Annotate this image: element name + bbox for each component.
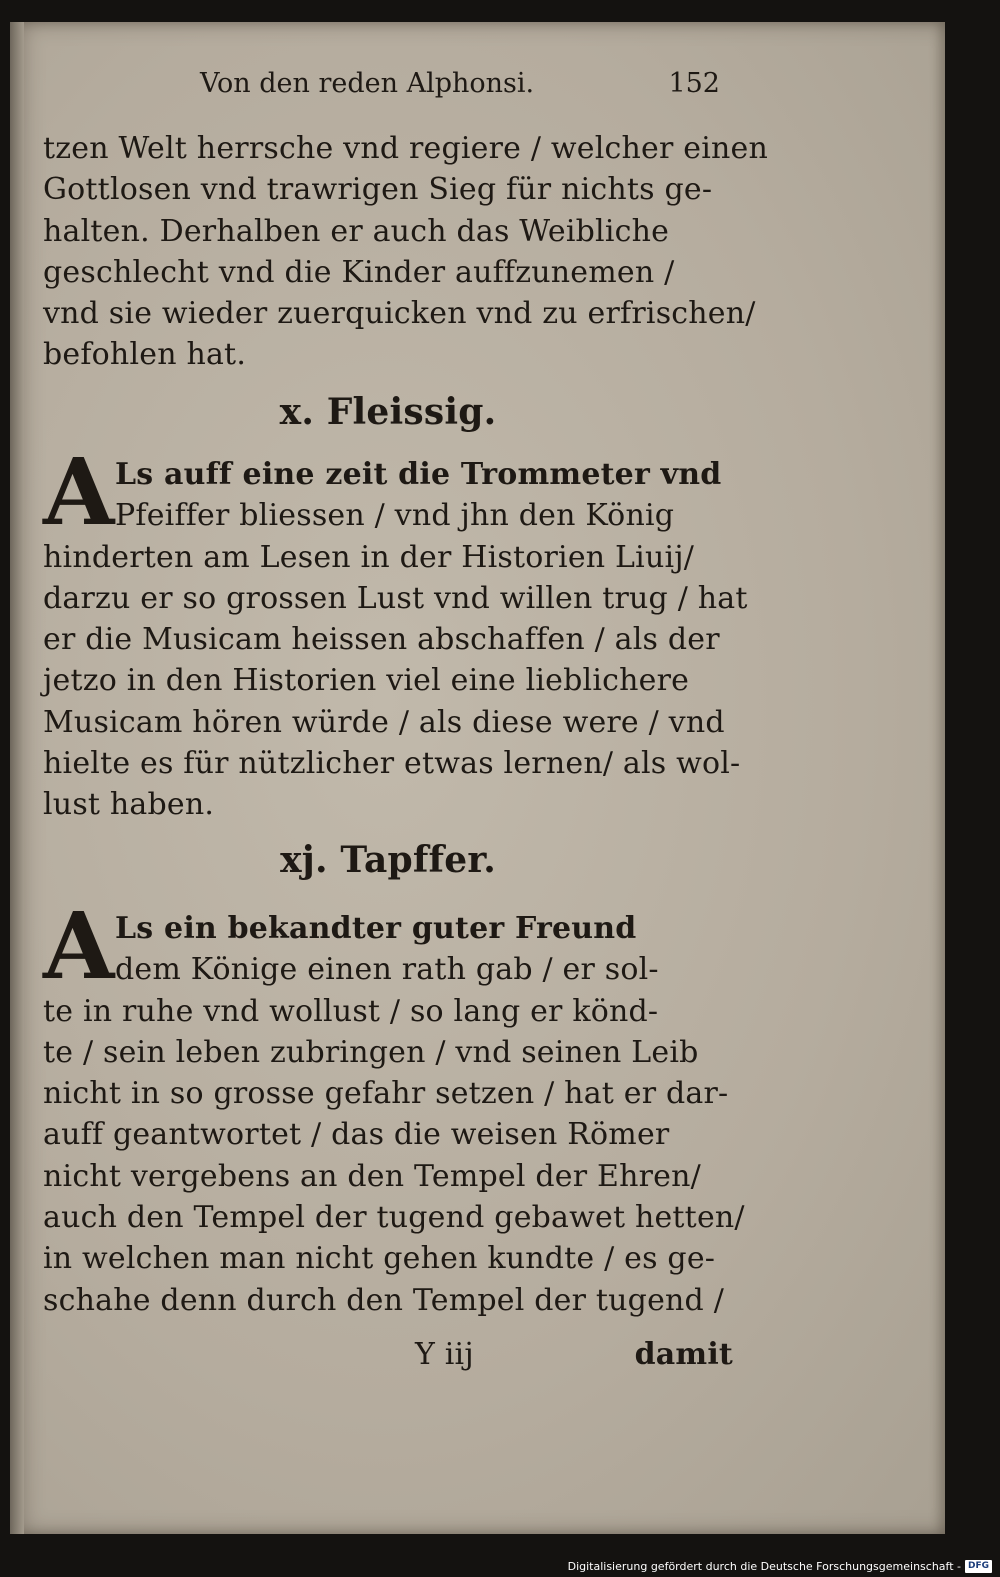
- text-line: in welchen man nicht gehen kundte / es ge-: [43, 1241, 716, 1277]
- text-line: lust haben.: [43, 787, 215, 823]
- text-line: hinderten am Lesen in der Historien Liuij/: [43, 539, 695, 575]
- section-x-paragraph: [43, 438, 748, 826]
- text-line: Ls ein bekandter guter Freund: [115, 911, 637, 946]
- text-line: er die Musicam heissen abschaffen / als der: [43, 622, 720, 658]
- text-line: te / sein leben zubringen / vnd seinen Leib: [43, 1034, 699, 1070]
- text-line: jetzo in den Historien viel eine lieblichere: [43, 663, 690, 699]
- text-line: auff geantwortet / das die weisen Römer: [43, 1117, 670, 1153]
- text-line: Ls auff eine zeit die Trommeter vnd: [115, 457, 722, 492]
- section-heading-xi: xj. Tapffer.: [280, 839, 496, 881]
- digitization-credit: [568, 1558, 992, 1574]
- text-line: darzu er so grossen Lust vnd willen trug / hat: [43, 580, 748, 616]
- drop-cap: A: [43, 892, 115, 1000]
- text-line: geschlecht vnd die Kinder auffzunemen /: [43, 254, 675, 290]
- text-line: tzen Welt herrsche vnd regiere / welcher einen: [43, 131, 769, 166]
- credit-text: Digitalisierung gefördert durch die Deutsche Forschungsgemeinschaft -: [567, 1559, 961, 1573]
- page-footer: [43, 1334, 733, 1376]
- text-line: schahe denn durch den Tempel der tugend /: [43, 1282, 725, 1318]
- drop-cap: A: [43, 438, 115, 546]
- section-heading-x: x. Fleissig.: [279, 391, 497, 433]
- intro-paragraph: [43, 128, 769, 376]
- section-xi-paragraph: [43, 892, 745, 1321]
- page-number: 152: [668, 68, 720, 99]
- text-line: befohlen hat.: [43, 337, 247, 373]
- running-header: [200, 68, 720, 108]
- signature-mark: Y iij: [415, 1337, 474, 1372]
- text-line: Gottlosen vnd trawrigen Sieg für nichts ge-: [43, 172, 713, 208]
- text-line: nicht in so grosse gefahr setzen / hat er dar-: [43, 1076, 729, 1112]
- text-line: Pfeiffer bliessen / vnd jhn den König: [115, 498, 675, 534]
- text-line: dem Könige einen rath gab / er sol-: [115, 952, 659, 988]
- text-line: nicht vergebens an den Tempel der Ehren/: [43, 1158, 701, 1194]
- text-line: auch den Tempel der tugend gebawet hetten/: [43, 1200, 745, 1236]
- page-binding-shadow: [10, 22, 24, 1534]
- text-line: te in ruhe vnd wollust / so lang er könd-: [43, 993, 659, 1029]
- catchword: damit: [634, 1337, 733, 1372]
- text-line: vnd sie wieder zuerquicken vnd zu erfrischen/: [43, 296, 756, 332]
- book-page: [10, 22, 945, 1534]
- text-line: hielte es für nützlicher etwas lernen/ als wol-: [43, 746, 741, 782]
- running-title: Von den reden Alphonsi.: [200, 68, 535, 99]
- dfg-logo-icon: DFG: [965, 1560, 992, 1573]
- text-line: Musicam hören würde / als diese were / vnd: [43, 704, 725, 740]
- text-line: halten. Derhalben er auch das Weibliche: [43, 213, 670, 249]
